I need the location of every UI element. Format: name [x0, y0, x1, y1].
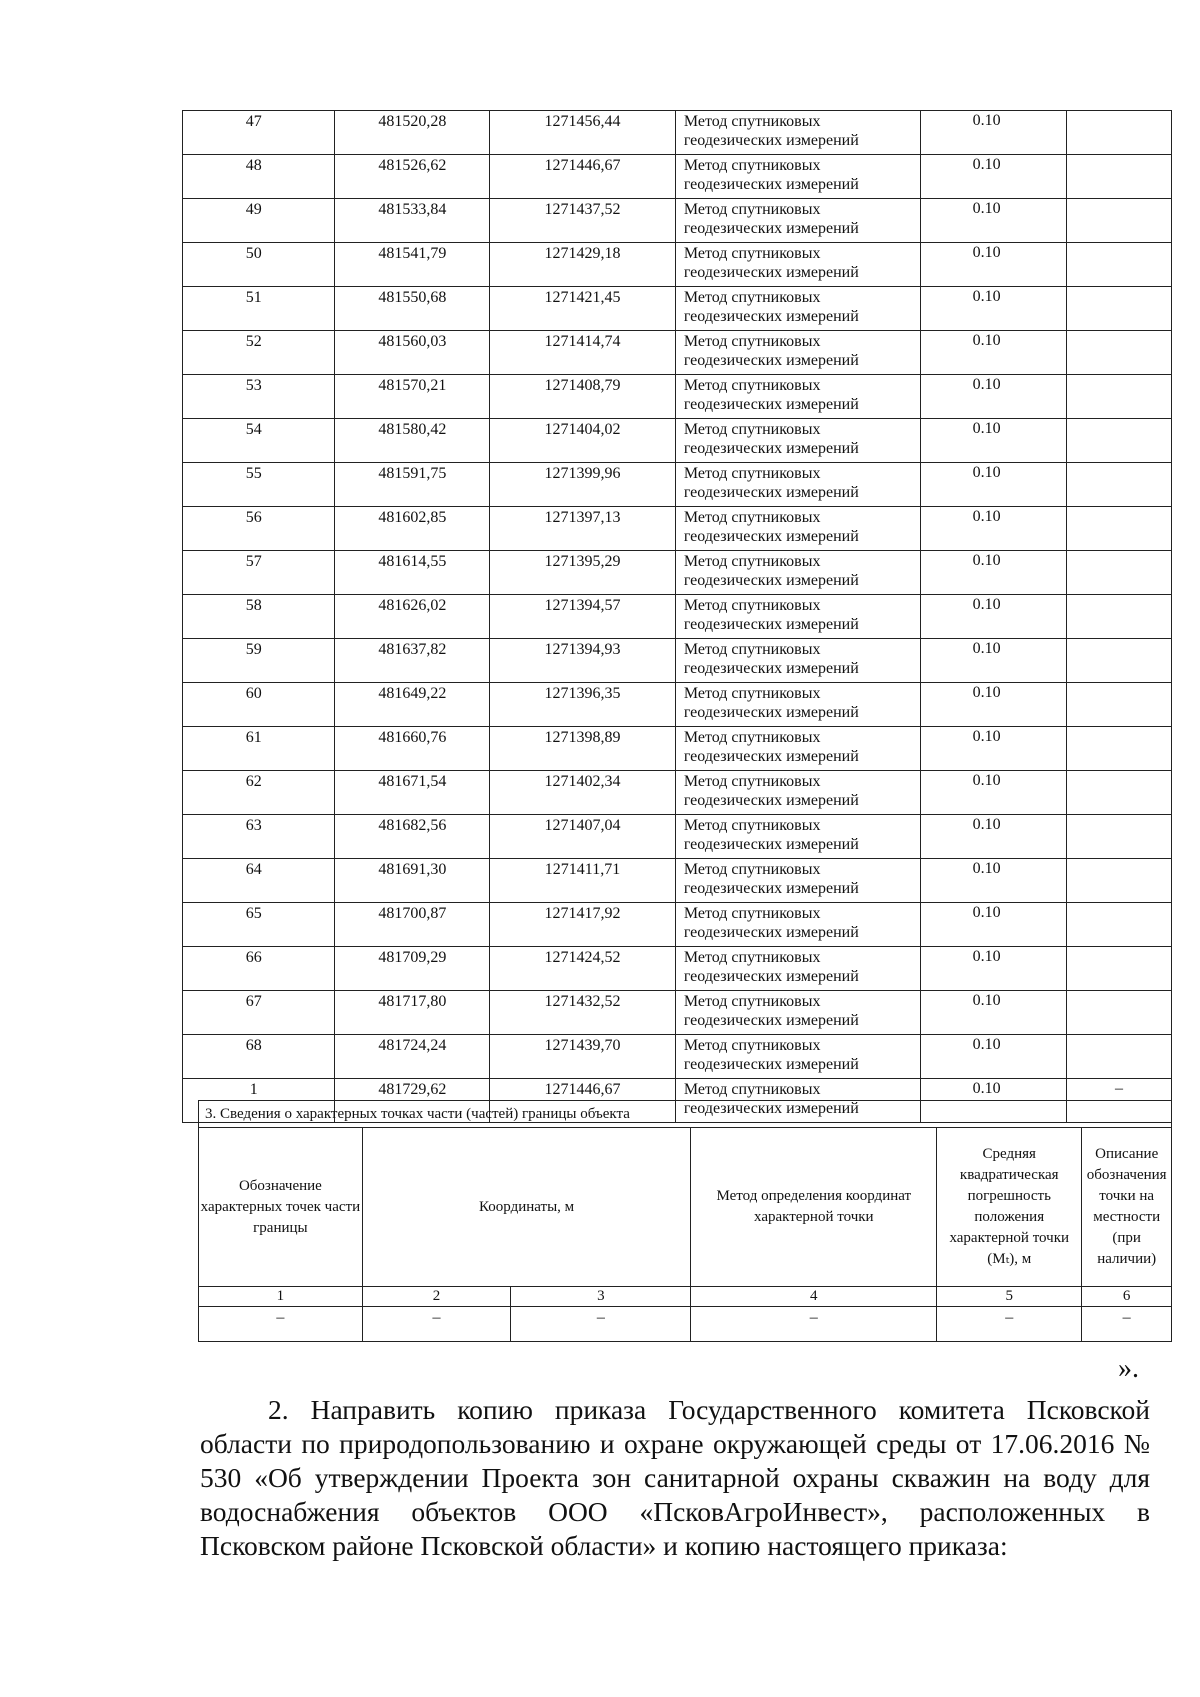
description-cell	[1067, 111, 1172, 155]
column-number: 5	[937, 1287, 1082, 1307]
point-number-cell: 50	[183, 243, 335, 287]
method-cell: Метод спутниковых геодезических измерений	[675, 1079, 920, 1123]
method-cell: Метод спутниковых геодезических измерений	[675, 1035, 920, 1079]
column-number: 2	[362, 1287, 511, 1307]
section3-title: 3. Сведения о характерных точках части (частей) границы объекта	[199, 1101, 1172, 1128]
method-cell: Метод спутниковых геодезических измерений	[675, 727, 920, 771]
method-cell: Метод спутниковых геодезических измерений	[675, 991, 920, 1035]
coordinate-y-cell: 1271407,04	[490, 815, 676, 859]
description-cell	[1067, 331, 1172, 375]
coordinate-y-cell: 1271394,57	[490, 595, 676, 639]
column-number: 6	[1082, 1287, 1172, 1307]
table-row	[183, 903, 1172, 947]
coordinate-y-cell: 1271402,34	[490, 771, 676, 815]
header-point-designation: Обозначение характерных точек части границы	[199, 1128, 363, 1287]
method-cell: Метод спутниковых геодезических измерений	[675, 287, 920, 331]
error-cell: 0.10	[921, 771, 1067, 815]
coordinate-x-cell: 481691,30	[335, 859, 490, 903]
coordinate-y-cell: 1271398,89	[490, 727, 676, 771]
empty-cell: –	[937, 1307, 1082, 1342]
point-number-cell: 61	[183, 727, 335, 771]
coordinate-y-cell: 1271395,29	[490, 551, 676, 595]
empty-cell: –	[199, 1307, 363, 1342]
description-cell: –	[1067, 1079, 1172, 1123]
method-cell: Метод спутниковых геодезических измерений	[675, 155, 920, 199]
description-cell	[1067, 375, 1172, 419]
point-number-cell: 67	[183, 991, 335, 1035]
description-cell	[1067, 507, 1172, 551]
section3-empty-row	[199, 1307, 1172, 1342]
method-cell: Метод спутниковых геодезических измерений	[675, 463, 920, 507]
coordinate-y-cell: 1271394,93	[490, 639, 676, 683]
column-number: 3	[511, 1287, 691, 1307]
error-cell: 0.10	[921, 155, 1067, 199]
column-number: 4	[691, 1287, 937, 1307]
error-cell: 0.10	[921, 551, 1067, 595]
coordinate-x-cell: 481591,75	[335, 463, 490, 507]
description-cell	[1067, 639, 1172, 683]
coordinate-x-cell: 481660,76	[335, 727, 490, 771]
method-cell: Метод спутниковых геодезических измерений	[675, 199, 920, 243]
error-cell: 0.10	[921, 331, 1067, 375]
point-number-cell: 47	[183, 111, 335, 155]
method-cell: Метод спутниковых геодезических измерений	[675, 903, 920, 947]
coordinate-y-cell: 1271424,52	[490, 947, 676, 991]
table-row	[183, 199, 1172, 243]
coordinate-y-cell: 1271446,67	[490, 155, 676, 199]
empty-cell: –	[511, 1307, 691, 1342]
coordinate-y-cell: 1271446,67	[490, 1079, 676, 1123]
table-row	[183, 419, 1172, 463]
point-number-cell: 48	[183, 155, 335, 199]
description-cell	[1067, 595, 1172, 639]
coordinate-x-cell: 481626,02	[335, 595, 490, 639]
method-cell: Метод спутниковых геодезических измерений	[675, 551, 920, 595]
error-cell: 0.10	[921, 727, 1067, 771]
coordinate-x-cell: 481550,68	[335, 287, 490, 331]
coordinate-x-cell: 481526,62	[335, 155, 490, 199]
point-number-cell: 65	[183, 903, 335, 947]
error-cell: 0.10	[921, 463, 1067, 507]
error-cell: 0.10	[921, 595, 1067, 639]
point-number-cell: 66	[183, 947, 335, 991]
error-cell: 0.10	[921, 287, 1067, 331]
method-cell: Метод спутниковых геодезических измерений	[675, 947, 920, 991]
coordinate-x-cell: 481560,03	[335, 331, 490, 375]
paragraph-2	[200, 1393, 1150, 1563]
error-cell: 0.10	[921, 683, 1067, 727]
description-cell	[1067, 991, 1172, 1035]
table-row	[183, 727, 1172, 771]
point-number-cell: 59	[183, 639, 335, 683]
point-number-cell: 68	[183, 1035, 335, 1079]
method-cell: Метод спутниковых геодезических измерений	[675, 683, 920, 727]
section3-title-row	[199, 1101, 1172, 1128]
error-cell: 0.10	[921, 375, 1067, 419]
method-cell: Метод спутниковых геодезических измерений	[675, 595, 920, 639]
coordinate-y-cell: 1271456,44	[490, 111, 676, 155]
table-row	[183, 815, 1172, 859]
description-cell	[1067, 947, 1172, 991]
method-cell: Метод спутниковых геодезических измерений	[675, 419, 920, 463]
coordinate-x-cell: 481533,84	[335, 199, 490, 243]
coordinate-x-cell: 481649,22	[335, 683, 490, 727]
coordinate-x-cell: 481637,82	[335, 639, 490, 683]
header-error: Средняя квадратическая погрешность положения характерной точки (Mₜ), м	[937, 1128, 1082, 1287]
table-row	[183, 111, 1172, 155]
coordinate-x-cell: 481570,21	[335, 375, 490, 419]
description-cell	[1067, 683, 1172, 727]
method-cell: Метод спутниковых геодезических измерений	[675, 815, 920, 859]
description-cell	[1067, 815, 1172, 859]
closing-quote-mark: ».	[1118, 1353, 1139, 1384]
point-number-cell: 63	[183, 815, 335, 859]
column-number: 1	[199, 1287, 363, 1307]
coordinate-x-cell: 481602,85	[335, 507, 490, 551]
method-cell: Метод спутниковых геодезических измерений	[675, 507, 920, 551]
boundary-points-body	[183, 111, 1172, 1123]
point-number-cell: 56	[183, 507, 335, 551]
coordinate-x-cell: 481520,28	[335, 111, 490, 155]
error-cell: 0.10	[921, 859, 1067, 903]
coordinate-x-cell: 481700,87	[335, 903, 490, 947]
header-description: Описание обозначения точки на местности (при наличии)	[1082, 1128, 1172, 1287]
coordinate-x-cell: 481541,79	[335, 243, 490, 287]
coordinate-y-cell: 1271421,45	[490, 287, 676, 331]
coordinate-x-cell: 481580,42	[335, 419, 490, 463]
coordinate-y-cell: 1271429,18	[490, 243, 676, 287]
coordinate-x-cell: 481709,29	[335, 947, 490, 991]
table-row	[183, 595, 1172, 639]
coordinate-y-cell: 1271408,79	[490, 375, 676, 419]
description-cell	[1067, 727, 1172, 771]
method-cell: Метод спутниковых геодезических измерений	[675, 331, 920, 375]
description-cell	[1067, 551, 1172, 595]
section3-header-row	[199, 1128, 1172, 1287]
coordinate-y-cell: 1271397,13	[490, 507, 676, 551]
section3-colnumber-row	[199, 1287, 1172, 1307]
coordinate-x-cell: 481671,54	[335, 771, 490, 815]
table-row	[183, 947, 1172, 991]
point-number-cell: 55	[183, 463, 335, 507]
table-row	[183, 991, 1172, 1035]
table-row	[183, 375, 1172, 419]
table-row	[183, 859, 1172, 903]
point-number-cell: 1	[183, 1079, 335, 1123]
coordinate-y-cell: 1271404,02	[490, 419, 676, 463]
coordinate-y-cell: 1271437,52	[490, 199, 676, 243]
coordinate-x-cell: 481614,55	[335, 551, 490, 595]
description-cell	[1067, 771, 1172, 815]
table-row	[183, 243, 1172, 287]
error-cell: 0.10	[921, 639, 1067, 683]
error-cell: 0.10	[921, 199, 1067, 243]
description-cell	[1067, 903, 1172, 947]
error-cell: 0.10	[921, 903, 1067, 947]
header-method: Метод определения координат характерной точки	[691, 1128, 937, 1287]
coordinate-y-cell: 1271432,52	[490, 991, 676, 1035]
boundary-points-table	[182, 110, 1172, 1123]
coordinate-x-cell: 481729,62	[335, 1079, 490, 1123]
point-number-cell: 62	[183, 771, 335, 815]
error-cell: 0.10	[921, 243, 1067, 287]
error-cell: 0.10	[921, 947, 1067, 991]
table-row	[183, 771, 1172, 815]
point-number-cell: 51	[183, 287, 335, 331]
table-row	[183, 683, 1172, 727]
error-cell: 0.10	[921, 419, 1067, 463]
table-row	[183, 507, 1172, 551]
method-cell: Метод спутниковых геодезических измерений	[675, 771, 920, 815]
coordinate-y-cell: 1271414,74	[490, 331, 676, 375]
coordinate-y-cell: 1271439,70	[490, 1035, 676, 1079]
table-row	[183, 463, 1172, 507]
table-row	[183, 1035, 1172, 1079]
table-row	[183, 639, 1172, 683]
table-row	[183, 155, 1172, 199]
method-cell: Метод спутниковых геодезических измерений	[675, 111, 920, 155]
description-cell	[1067, 463, 1172, 507]
table-row	[183, 551, 1172, 595]
coordinate-x-cell: 481717,80	[335, 991, 490, 1035]
coordinate-y-cell: 1271399,96	[490, 463, 676, 507]
error-cell: 0.10	[921, 815, 1067, 859]
table-row	[183, 287, 1172, 331]
description-cell	[1067, 859, 1172, 903]
description-cell	[1067, 155, 1172, 199]
error-cell: 0.10	[921, 111, 1067, 155]
empty-cell: –	[691, 1307, 937, 1342]
method-cell: Метод спутниковых геодезических измерений	[675, 243, 920, 287]
method-cell: Метод спутниковых геодезических измерений	[675, 859, 920, 903]
header-coordinates: Координаты, м	[362, 1128, 691, 1287]
error-cell: 0.10	[921, 1079, 1067, 1123]
section3-table	[198, 1100, 1172, 1342]
point-number-cell: 57	[183, 551, 335, 595]
point-number-cell: 52	[183, 331, 335, 375]
description-cell	[1067, 419, 1172, 463]
description-cell	[1067, 287, 1172, 331]
coordinate-y-cell: 1271396,35	[490, 683, 676, 727]
coordinate-x-cell: 481724,24	[335, 1035, 490, 1079]
description-cell	[1067, 199, 1172, 243]
point-number-cell: 64	[183, 859, 335, 903]
point-number-cell: 54	[183, 419, 335, 463]
coordinate-y-cell: 1271411,71	[490, 859, 676, 903]
point-number-cell: 60	[183, 683, 335, 727]
paragraph-2-text: 2. Направить копию приказа Государственного комитета Псковской области по природопользованию и охране окружающей среды от 17.06.2016 № 530 «Об утверждении Проекта зон санитарной охраны скважин на воду для водоснабжения объектов ООО «ПсковАгроИнвест», расположенных в Псковском районе Псковской области» и копию настоящего приказа:	[200, 1394, 1150, 1561]
point-number-cell: 53	[183, 375, 335, 419]
method-cell: Метод спутниковых геодезических измерений	[675, 375, 920, 419]
error-cell: 0.10	[921, 1035, 1067, 1079]
point-number-cell: 58	[183, 595, 335, 639]
point-number-cell: 49	[183, 199, 335, 243]
coordinate-x-cell: 481682,56	[335, 815, 490, 859]
method-cell: Метод спутниковых геодезических измерений	[675, 639, 920, 683]
table-row	[183, 331, 1172, 375]
description-cell	[1067, 243, 1172, 287]
empty-cell: –	[1082, 1307, 1172, 1342]
empty-cell: –	[362, 1307, 511, 1342]
error-cell: 0.10	[921, 507, 1067, 551]
error-cell: 0.10	[921, 991, 1067, 1035]
description-cell	[1067, 1035, 1172, 1079]
coordinate-y-cell: 1271417,92	[490, 903, 676, 947]
